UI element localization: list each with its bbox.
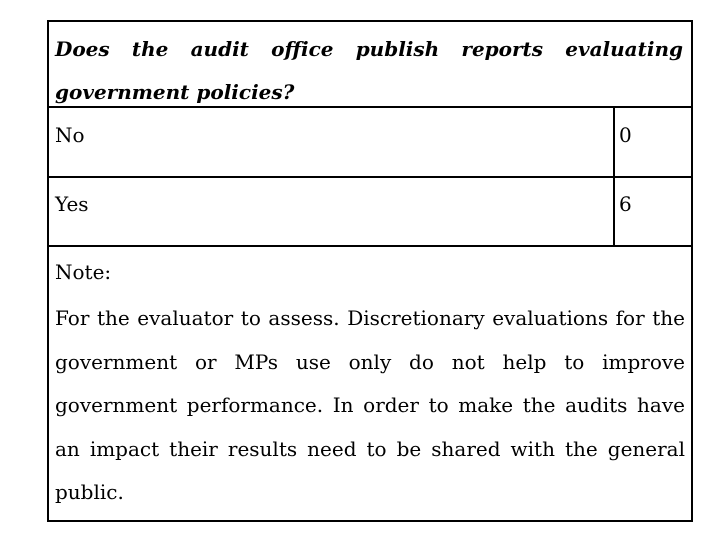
note-label: Note: xyxy=(55,260,112,284)
question-heading: Does the audit office publish reports evaluating government policies? xyxy=(55,37,683,104)
survey-table xyxy=(47,20,693,522)
divider-header xyxy=(49,106,691,108)
column-divider xyxy=(613,108,615,246)
row-yes-label: Yes xyxy=(55,192,89,216)
divider-note xyxy=(49,245,691,247)
divider-row xyxy=(49,176,691,178)
row-no-label: No xyxy=(55,123,85,147)
row-no-value: 0 xyxy=(619,123,632,147)
note-text: For the evaluator to assess. Discretionary evaluations for the government or MPs use only do not help to improve government performance. In order to make the audits have an impact their results need to be shared with the general public. xyxy=(55,306,685,504)
row-yes-value: 6 xyxy=(619,192,632,216)
